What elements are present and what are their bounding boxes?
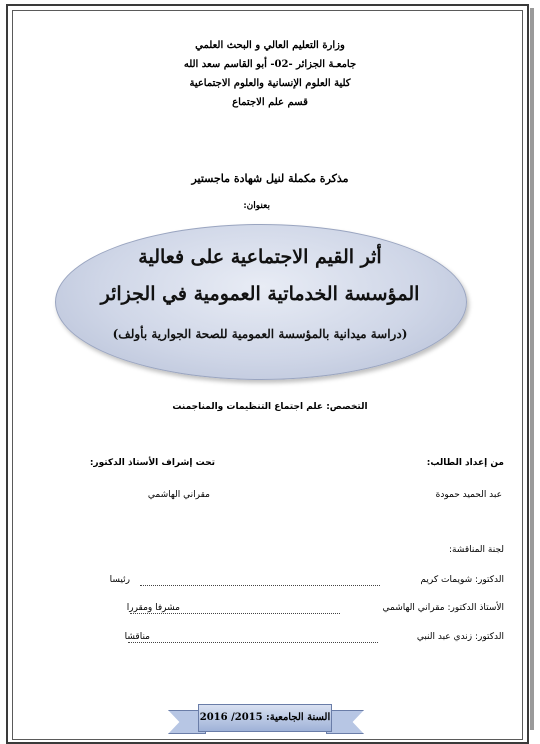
thesis-title-line2: المؤسسة الخدماتية العمومية في الجزائر	[100, 283, 420, 305]
student-label: من إعداد الطالب:	[426, 458, 504, 468]
faculty-line: كلية العلوم الإنسانية والعلوم الاجتماعية	[189, 78, 351, 89]
academic-year: السنة الجامعية: 2015/ 2016	[198, 704, 332, 732]
title-label: بعنوان:	[243, 201, 270, 211]
committee-member-role: رئيسا	[109, 575, 130, 585]
supervisor-label: تحت إشراف الأستاذ الدكتور:	[89, 458, 215, 468]
committee-member-role: مناقشا	[124, 632, 150, 642]
thesis-title-line1: أثر القيم الاجتماعية على فعالية	[138, 246, 382, 268]
committee-member-name: الأستاذ الدكتور: مقراني الهاشمي	[382, 603, 504, 613]
department-line: قسم علم الاجتماع	[232, 97, 308, 108]
page-shadow	[530, 8, 534, 730]
committee-member-name: الدكتور: شويمات كريم	[420, 575, 504, 585]
dotted-leader	[130, 613, 340, 614]
thesis-type: مذكرة مكملة لنيل شهادة ماجستير	[191, 172, 349, 185]
dotted-leader	[128, 642, 378, 643]
institution-header	[120, 36, 420, 112]
committee-member-role: مشرفا ومقررا	[126, 603, 180, 613]
speciality: التخصص: علم اجتماع التنظيمات والمناجمنت	[172, 402, 368, 412]
supervisor-name: مقراني الهاشمي	[147, 490, 210, 500]
university-line: جامعـة الجزائر -02- أبو القاسم سعد الله	[183, 59, 357, 70]
dotted-leader	[140, 585, 380, 586]
thesis-subtitle: (دراسة ميدانية بالمؤسسة العمومية للصحة الجوارية بأولف)	[112, 327, 408, 341]
academic-year-banner	[150, 700, 390, 740]
student-name: عبد الحميد حمودة	[435, 490, 502, 500]
committee-label: لجنة المناقشة:	[448, 545, 504, 555]
ministry-line: وزارة التعليم العالي و البحث العلمي	[195, 40, 345, 51]
committee-member-name: الدكتور: زندي عبد النبي	[416, 632, 504, 642]
